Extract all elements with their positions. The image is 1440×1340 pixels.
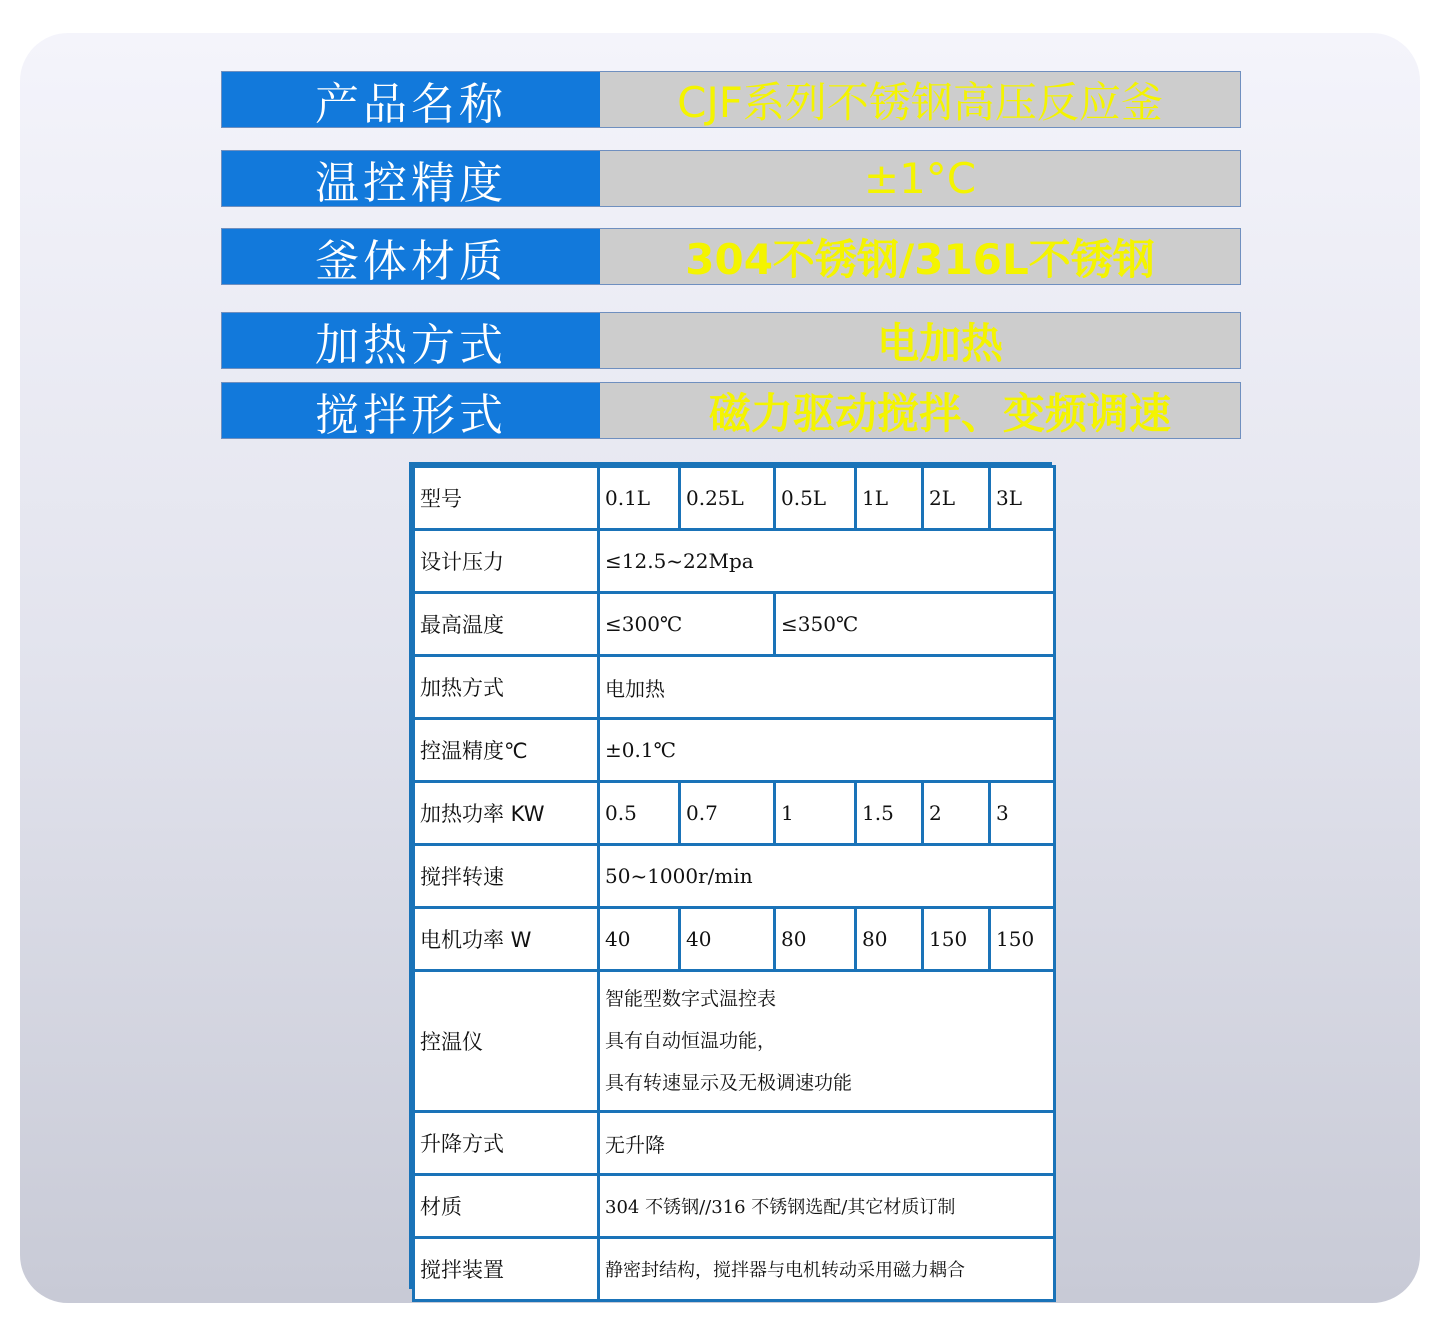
row-value: 无升降 [600, 1113, 1053, 1173]
power-cell: 1 [776, 783, 854, 843]
model-cell: 0.1L [600, 468, 678, 528]
row-value: 电加热 [600, 657, 1053, 717]
row-label: 电机功率 W [415, 909, 597, 969]
model-cell: 3L [991, 468, 1053, 528]
row-label: 加热功率 KW [415, 783, 597, 843]
table-row-motor-power [415, 909, 1053, 969]
spec-value: 电加热 [600, 313, 1240, 368]
power-cell: 2 [924, 783, 988, 843]
controller-line: 具有自动恒温功能， [605, 1030, 777, 1052]
motor-cell: 80 [776, 909, 854, 969]
spec-row-body-material [221, 228, 1241, 285]
motor-cell: 40 [681, 909, 773, 969]
spec-row-heating [221, 312, 1241, 369]
motor-cell: 150 [991, 909, 1053, 969]
table-row-heating-power [415, 783, 1053, 843]
power-cell: 3 [991, 783, 1053, 843]
row-label: 加热方式 [415, 657, 597, 717]
table-row-material [415, 1176, 1053, 1236]
motor-cell: 40 [600, 909, 678, 969]
row-label: 搅拌装置 [415, 1239, 597, 1299]
row-value: 304 不锈钢//316 不锈钢选配/其它材质订制 [600, 1176, 1053, 1236]
row-label: 控温仪 [415, 972, 597, 1110]
spec-key: 釜体材质 [222, 229, 600, 284]
spec-key: 产品名称 [222, 72, 600, 127]
row-label: 设计压力 [415, 531, 597, 591]
row-label: 最高温度 [415, 594, 597, 654]
power-cell: 0.5 [600, 783, 678, 843]
spec-value: 磁力驱动搅拌、变频调速 [600, 383, 1240, 438]
spec-value: ±1°C [600, 151, 1240, 206]
row-value: ≤12.5~22Mpa [600, 531, 1053, 591]
model-cell: 0.25L [681, 468, 773, 528]
spec-value: 304不锈钢/316L不锈钢 [600, 229, 1240, 284]
model-cell: 1L [857, 468, 921, 528]
power-cell: 1.5 [857, 783, 921, 843]
row-value: ±0.1℃ [600, 720, 1053, 780]
spec-row-temp-accuracy [221, 150, 1241, 207]
max-temp-cell: ≤350℃ [776, 594, 1053, 654]
max-temp-cell: ≤300℃ [600, 594, 773, 654]
row-label: 升降方式 [415, 1113, 597, 1173]
row-label: 型号 [415, 468, 597, 528]
row-label: 搅拌转速 [415, 846, 597, 906]
table-row-controller [415, 972, 1053, 1110]
model-cell: 0.5L [776, 468, 854, 528]
spec-row-product-name [221, 71, 1241, 128]
table-row-stir-speed [415, 846, 1053, 906]
model-cell: 2L [924, 468, 988, 528]
spec-key: 加热方式 [222, 313, 600, 368]
table-row-design-pressure [415, 531, 1053, 591]
spec-key: 搅拌形式 [222, 383, 600, 438]
motor-cell: 150 [924, 909, 988, 969]
row-value: 静密封结构，搅拌器与电机转动采用磁力耦合 [600, 1239, 1053, 1299]
row-label: 材质 [415, 1176, 597, 1236]
spec-key: 温控精度 [222, 151, 600, 206]
table-row-stirring-device [415, 1239, 1053, 1299]
table-row-lifting [415, 1113, 1053, 1173]
table-row-model [415, 468, 1053, 528]
table-row-heating [415, 657, 1053, 717]
motor-cell: 80 [857, 909, 921, 969]
table-row-max-temp [415, 594, 1053, 654]
controller-line: 具有转速显示及无极调速功能 [605, 1072, 853, 1094]
table-row-temp-accuracy [415, 720, 1053, 780]
row-value: 50~1000r/min [600, 846, 1053, 906]
spec-row-stirring [221, 382, 1241, 439]
spec-table [409, 462, 1052, 1289]
spec-value: CJF系列不锈钢高压反应釜 [600, 72, 1240, 127]
controller-line: 智能型数字式温控表 [605, 988, 777, 1010]
row-label: 控温精度℃ [415, 720, 597, 780]
power-cell: 0.7 [681, 783, 773, 843]
controller-description [600, 972, 1053, 1110]
